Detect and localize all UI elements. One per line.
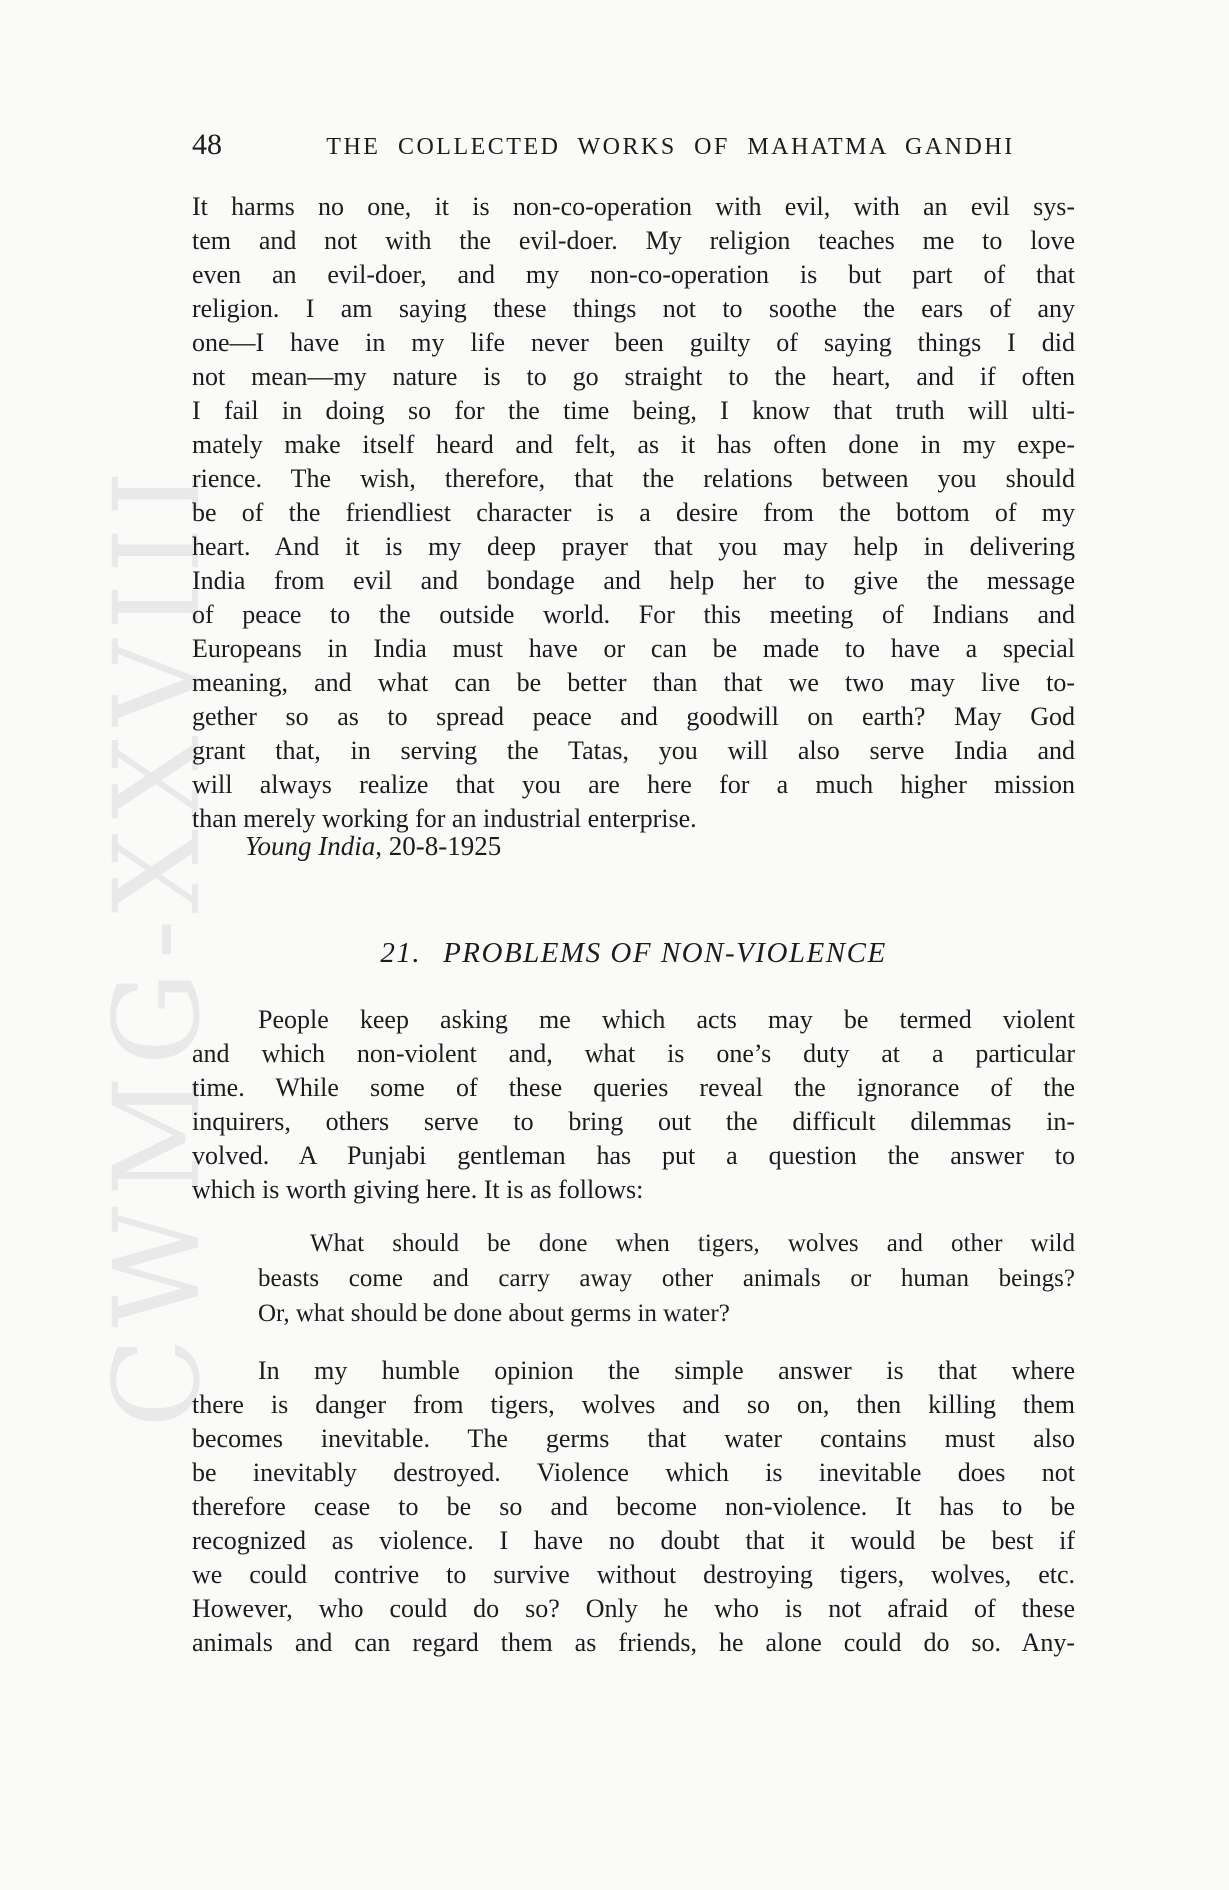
text-line: one—I have in my life never been guilty of saying things I did bbox=[192, 328, 1075, 357]
text-line: not mean—my nature is to go straight to the heart, and if often bbox=[192, 362, 1075, 391]
paragraph-continuation bbox=[192, 190, 1075, 836]
text-line: grant that, in serving the Tatas, you will also serve India and bbox=[192, 736, 1075, 765]
text-line: gether so as to spread peace and goodwill on earth? May God bbox=[192, 702, 1075, 731]
text-line: of peace to the outside world. For this meeting of Indians and bbox=[192, 600, 1075, 629]
section-heading bbox=[192, 934, 1075, 972]
text-line: Or, what should be done about germs in water? bbox=[258, 1300, 730, 1327]
citation-date: , 20-8-1925 bbox=[375, 831, 502, 861]
text-line: volved. A Punjabi gentleman has put a question the answer to bbox=[192, 1141, 1075, 1170]
text-line: tem and not with the evil-doer. My religion teaches me to love bbox=[192, 226, 1075, 255]
text-line: In my humble opinion the simple answer is that where bbox=[258, 1356, 1075, 1385]
paragraph-answer bbox=[192, 1354, 1075, 1660]
page-number: 48 bbox=[192, 128, 222, 161]
text-line: heart. And it is my deep prayer that you may help in delivering bbox=[192, 532, 1075, 561]
text-line: animals and can regard them as friends, he alone could do so. Any- bbox=[192, 1628, 1075, 1657]
text-line: I fail in doing so for the time being, I know that truth will ulti- bbox=[192, 396, 1075, 425]
text-line: inquirers, others serve to bring out the difficult dilemmas in- bbox=[192, 1107, 1075, 1136]
text-line: rience. The wish, therefore, that the relations between you should bbox=[192, 464, 1075, 493]
text-line: religion. I am saying these things not to soothe the ears of any bbox=[192, 294, 1075, 323]
text-line: What should be done when tigers, wolves and other wild bbox=[310, 1230, 1075, 1257]
text-line: recognized as violence. I have no doubt that it would be best if bbox=[192, 1526, 1075, 1555]
paragraph-problems-intro bbox=[192, 1003, 1075, 1207]
text-line: be of the friendliest character is a desire from the bottom of my bbox=[192, 498, 1075, 527]
text-line: Europeans in India must have or can be made to have a special bbox=[192, 634, 1075, 663]
text-line: mately make itself heard and felt, as it has often done in my expe- bbox=[192, 430, 1075, 459]
text-line: be inevitably destroyed. Violence which is inevitable does not bbox=[192, 1458, 1075, 1487]
section-number: 21. bbox=[380, 937, 422, 969]
running-header: THE COLLECTED WORKS OF MAHATMA GANDHI bbox=[326, 134, 1015, 160]
text-line: People keep asking me which acts may be termed violent bbox=[258, 1005, 1075, 1034]
section-title: PROBLEMS OF NON-VIOLENCE bbox=[443, 937, 887, 969]
text-line: and which non-violent and, what is one’s duty at a particular bbox=[192, 1039, 1075, 1068]
text-line: which is worth giving here. It is as follows: bbox=[192, 1175, 644, 1204]
text-line: beasts come and carry away other animals or human beings? bbox=[258, 1265, 1075, 1292]
text-line: than merely working for an industrial enterprise. bbox=[192, 804, 697, 833]
text-line: even an evil-doer, and my non-co-operation is but part of that bbox=[192, 260, 1075, 289]
page-header bbox=[192, 128, 1075, 168]
text-line: will always realize that you are here for a much higher mission bbox=[192, 770, 1075, 799]
text-line: It harms no one, it is non-co-operation with evil, with an evil sys- bbox=[192, 192, 1075, 221]
text-line: therefore cease to be so and become non-violence. It has to be bbox=[192, 1492, 1075, 1521]
text-line: we could contrive to survive without destroying tigers, wolves, etc. bbox=[192, 1560, 1075, 1589]
text-line: becomes inevitable. The germs that water contains must also bbox=[192, 1424, 1075, 1453]
text-line: there is danger from tigers, wolves and so on, then killing them bbox=[192, 1390, 1075, 1419]
text-line: time. While some of these queries reveal the ignorance of the bbox=[192, 1073, 1075, 1102]
watermark-text: CWMG-XXVIII bbox=[88, 460, 226, 1428]
source-citation bbox=[192, 829, 1128, 863]
citation-source: Young India bbox=[245, 831, 376, 861]
text-line: India from evil and bondage and help her to give the message bbox=[192, 566, 1075, 595]
text-line: meaning, and what can be better than that we two may live to- bbox=[192, 668, 1075, 697]
text-line: However, who could do so? Only he who is not afraid of these bbox=[192, 1594, 1075, 1623]
blockquote-question bbox=[258, 1226, 1075, 1331]
